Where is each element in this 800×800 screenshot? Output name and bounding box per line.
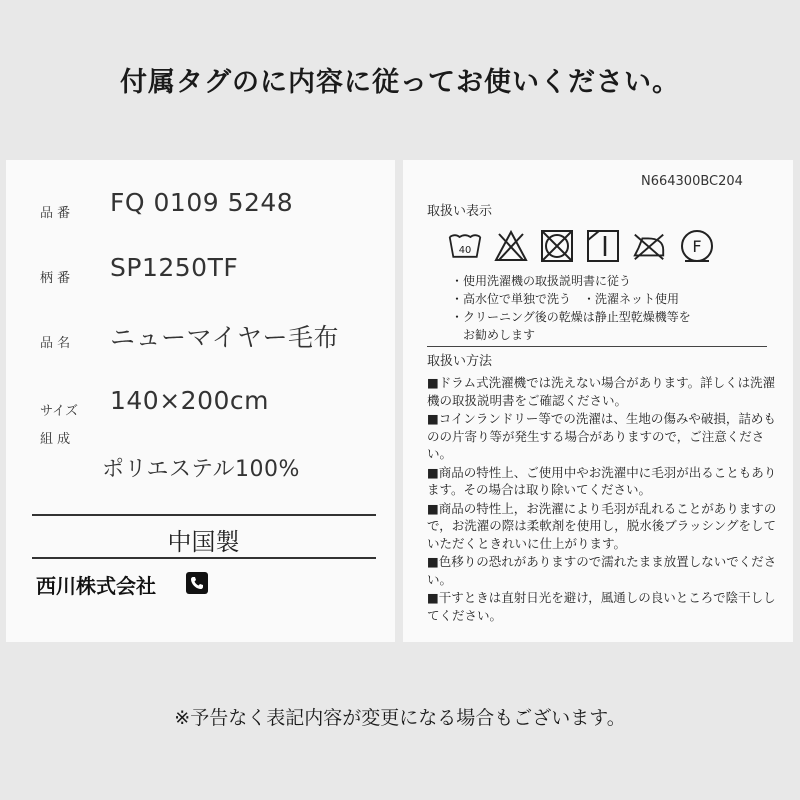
care-label (403, 160, 793, 642)
composition-label: 組 成 (40, 432, 71, 447)
method-item: ■干すときは直射日光を避け，風通しの良いところで陰干ししてください。 (427, 590, 776, 623)
divider (32, 557, 376, 559)
no-tumble-dry-icon (539, 228, 575, 264)
pattern-no-label: 柄 番 (40, 271, 71, 286)
method-item: ■色移りの恐れがありますので濡れたまま放置しないでください。 (427, 554, 777, 587)
size-label: サイズ (40, 404, 78, 419)
divider (32, 514, 376, 516)
care-title: 取扱い表示 (427, 204, 493, 219)
method-title: 取扱い方法 (427, 354, 493, 369)
item-no-value: FQ 0109 5248 (110, 188, 294, 217)
divider (427, 346, 767, 347)
product-name-label: 品 名 (40, 336, 71, 351)
care-note: ・クリーニング後の乾燥は静止型乾燥機等を (451, 310, 691, 324)
page-heading: 付属タグのに内容に従ってお使いください。 (120, 67, 680, 98)
method-item: ■ドラム式洗濯機では洗えない場合があります。詳しくは洗濯機の取扱説明書をご確認ください。 (427, 375, 776, 408)
care-note: ・高水位で単独で洗う ・洗濯ネット使用 (451, 292, 680, 306)
svg-text:40: 40 (458, 245, 472, 257)
wash-40-icon (447, 228, 483, 264)
product-name-value: ニューマイヤー毛布 (110, 323, 340, 352)
dry-clean-f-icon (679, 228, 715, 264)
care-note: ・使用洗濯機の取扱説明書に従う (451, 274, 632, 288)
company-name: 西川株式会社 (36, 574, 156, 598)
care-symbols (447, 228, 747, 266)
method-item: ■商品の特性上，お洗濯により毛羽が乱れることがありますので，お洗濯の際は柔軟剤を使用し，脱水後ブラッシングをしていただくときれいに仕上がります。 (427, 500, 777, 551)
method-item: ■商品の特性上、ご使用中やお洗濯中に毛羽が出ることもあります。その場合は取り除いてください。 (427, 464, 777, 497)
care-notes (451, 272, 691, 344)
no-iron-icon (631, 228, 667, 264)
phone-icon (186, 572, 208, 594)
svg-text:F: F (692, 237, 702, 256)
pattern-no-value: SP1250TF (110, 253, 239, 282)
care-method-list (427, 374, 777, 625)
product-code: N664300BC204 (641, 174, 743, 189)
made-in: 中国製 (167, 528, 240, 556)
method-item: ■コインランドリー等での洗濯は、生地の傷みや破損，詰めものの片寄り等が発生する場合がありますので，ご注意ください。 (427, 411, 776, 461)
size-value: 140×200cm (110, 386, 269, 415)
item-no-label: 品 番 (40, 206, 71, 221)
composition-value: ポリエステル100% (102, 457, 300, 482)
care-note: お勧めします (451, 328, 536, 342)
product-label (6, 160, 395, 642)
disclaimer: ※予告なく表記内容が変更になる場合もございます。 (174, 707, 626, 729)
line-dry-shade-icon (585, 228, 621, 264)
no-bleach-icon (493, 228, 529, 264)
